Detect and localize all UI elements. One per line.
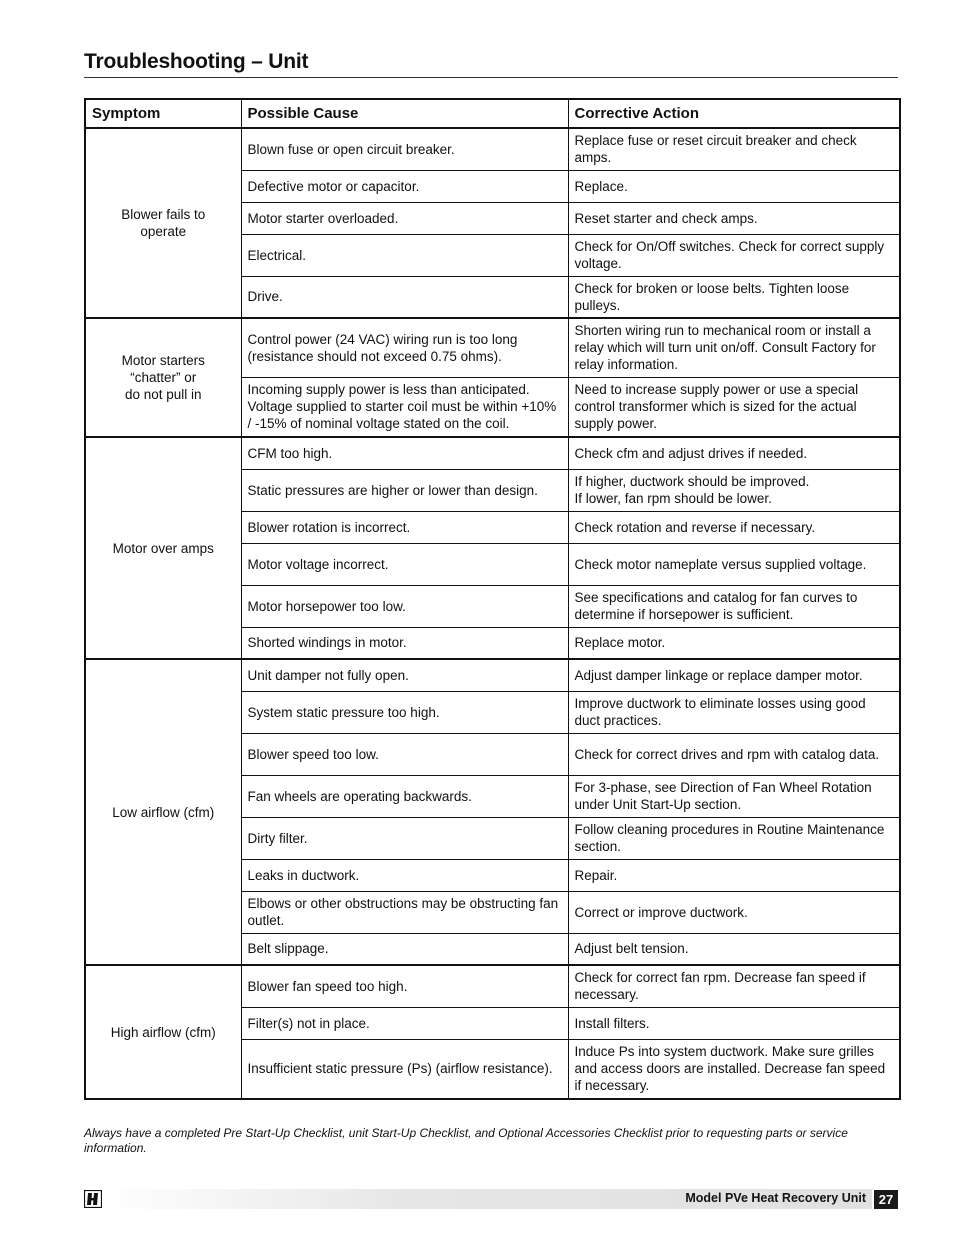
cause-text: Blower speed too low. <box>247 746 379 762</box>
table-row <box>85 965 900 1007</box>
action-cell <box>568 891 900 933</box>
action-text: Shorten wiring run to mechanical room or install a relay which will turn unit on/off. Consult Factory for relay information. <box>574 323 876 373</box>
action-cell <box>568 437 900 469</box>
cause-text: Blown fuse or open circuit breaker. <box>247 141 455 157</box>
action-cell <box>568 859 900 891</box>
symptom-cell <box>85 437 241 659</box>
cause-cell <box>241 775 568 817</box>
title-divider <box>84 77 898 78</box>
action-text: Correct or improve ductwork. <box>574 904 748 920</box>
cause-text: Motor voltage incorrect. <box>247 556 389 572</box>
cause-text: Dirty filter. <box>247 830 308 846</box>
symptom-text: Motor starters “chatter” or do not pull in <box>121 353 205 402</box>
symptom-cell <box>85 965 241 1099</box>
action-cell <box>568 543 900 585</box>
action-text: Repair. <box>574 867 618 883</box>
action-text: Check for correct fan rpm. Decrease fan speed if necessary. <box>574 970 866 1003</box>
action-text: Check rotation and reverse if necessary. <box>574 519 816 535</box>
symptom-text: Blower fails to operate <box>121 207 206 239</box>
cause-cell <box>241 659 568 691</box>
action-cell <box>568 965 900 1007</box>
action-cell <box>568 627 900 659</box>
action-cell <box>568 202 900 234</box>
cause-cell <box>241 691 568 733</box>
cause-text: Elbows or other obstructions may be obstructing fan outlet. <box>247 896 559 928</box>
cause-text: Filter(s) not in place. <box>247 1015 370 1031</box>
cause-text: Belt slippage. <box>247 941 329 957</box>
action-text: Reset starter and check amps. <box>574 210 758 226</box>
cause-cell <box>241 933 568 965</box>
symptom-text: Low airflow (cfm) <box>112 804 215 820</box>
cause-cell <box>241 817 568 859</box>
cause-cell <box>241 318 568 377</box>
troubleshooting-table <box>84 98 901 1100</box>
action-cell <box>568 775 900 817</box>
action-text: For 3-phase, see Direction of Fan Wheel Rotation under Unit Start-Up section. <box>574 780 872 812</box>
symptom-text: High airflow (cfm) <box>110 1024 216 1040</box>
table-row <box>85 659 900 691</box>
cause-cell <box>241 891 568 933</box>
action-cell <box>568 469 900 511</box>
cause-text: Motor starter overloaded. <box>247 210 399 226</box>
cause-cell <box>241 1039 568 1099</box>
cause-text: Electrical. <box>247 247 307 263</box>
action-cell <box>568 170 900 202</box>
action-cell <box>568 377 900 437</box>
action-cell <box>568 817 900 859</box>
cause-cell <box>241 965 568 1007</box>
cause-cell <box>241 627 568 659</box>
header-symptom: Symptom <box>85 99 241 128</box>
action-cell <box>568 585 900 627</box>
cause-cell <box>241 377 568 437</box>
cause-text: Insufficient static pressure (Ps) (airflow resistance). <box>247 1061 553 1077</box>
action-cell <box>568 128 900 170</box>
action-text: Replace. <box>574 178 628 194</box>
greenheck-logo-icon <box>84 1190 102 1208</box>
action-text: Check for correct drives and rpm with catalog data. <box>574 746 880 762</box>
action-text: Check for On/Off switches. Check for correct supply voltage. <box>574 239 885 271</box>
header-possible-cause: Possible Cause <box>241 99 568 128</box>
action-text: Adjust damper linkage or replace damper motor. <box>574 667 863 683</box>
symptom-text: Motor over amps <box>112 540 214 556</box>
action-text: Induce Ps into system ductwork. Make sure grilles and access doors are installed. Decrease fan speed if necessary. <box>574 1044 886 1094</box>
cause-text: Blower fan speed too high. <box>247 978 408 994</box>
footer-model-name: Model PVe Heat Recovery Unit <box>685 1191 866 1205</box>
action-text: See specifications and catalog for fan curves to determine if horsepower is sufficient. <box>574 590 858 622</box>
cause-text: CFM too high. <box>247 445 333 461</box>
action-text: If higher, ductwork should be improved. If lower, fan rpm should be lower. <box>574 474 810 506</box>
cause-cell <box>241 437 568 469</box>
cause-cell <box>241 1007 568 1039</box>
action-text: Need to increase supply power or use a special control transformer which is sized for the actual supply power. <box>574 382 859 432</box>
symptom-cell <box>85 659 241 965</box>
action-text: Check for broken or loose belts. Tighten loose pulleys. <box>574 280 850 313</box>
cause-cell <box>241 202 568 234</box>
action-cell <box>568 511 900 543</box>
action-text: Replace motor. <box>574 635 666 651</box>
cause-cell <box>241 585 568 627</box>
action-cell <box>568 691 900 733</box>
table-row <box>85 128 900 170</box>
cause-cell <box>241 128 568 170</box>
action-text: Install filters. <box>574 1015 650 1031</box>
cause-text: Incoming supply power is less than anticipated. Voltage supplied to starter coil must be within +10% / -15% of nominal voltage stated on the coil. <box>247 382 557 432</box>
table-body <box>85 128 900 1099</box>
action-text: Improve ductwork to eliminate losses using good duct practices. <box>574 696 866 728</box>
symptom-cell <box>85 128 241 318</box>
action-cell <box>568 733 900 775</box>
action-cell <box>568 1007 900 1039</box>
cause-cell <box>241 859 568 891</box>
cause-text: Control power (24 VAC) wiring run is too long (resistance should not exceed 0.75 ohms). <box>247 331 518 364</box>
cause-text: Shorted windings in motor. <box>247 635 407 651</box>
page-title: Troubleshooting – Unit <box>84 50 309 73</box>
header-corrective-action: Corrective Action <box>568 99 900 128</box>
page-number: 27 <box>874 1190 898 1209</box>
action-text: Replace fuse or reset circuit breaker and check amps. <box>574 133 857 166</box>
action-cell <box>568 659 900 691</box>
cause-text: Fan wheels are operating backwards. <box>247 788 472 804</box>
cause-cell <box>241 170 568 202</box>
cause-cell <box>241 543 568 585</box>
cause-cell <box>241 276 568 318</box>
cause-text: Drive. <box>247 289 283 305</box>
action-cell <box>568 933 900 965</box>
cause-text: Motor horsepower too low. <box>247 598 406 614</box>
cause-text: Unit damper not fully open. <box>247 667 409 683</box>
cause-text: Static pressures are higher or lower than design. <box>247 482 538 498</box>
table-header-row <box>85 99 900 128</box>
cause-text: System static pressure too high. <box>247 704 440 720</box>
action-text: Check cfm and adjust drives if needed. <box>574 445 808 461</box>
cause-text: Blower rotation is incorrect. <box>247 519 411 535</box>
symptom-cell <box>85 318 241 437</box>
cause-cell <box>241 511 568 543</box>
table-row <box>85 318 900 377</box>
action-cell <box>568 318 900 377</box>
action-cell <box>568 1039 900 1099</box>
footnote: Always have a completed Pre Start-Up Checklist, unit Start-Up Checklist, and Optional Accessories Checklist prior to requesting parts or service information. <box>84 1126 848 1155</box>
action-cell <box>568 276 900 318</box>
action-text: Check motor nameplate versus supplied voltage. <box>574 556 867 572</box>
action-cell <box>568 234 900 276</box>
table-row <box>85 437 900 469</box>
cause-text: Leaks in ductwork. <box>247 867 360 883</box>
cause-cell <box>241 733 568 775</box>
cause-text: Defective motor or capacitor. <box>247 178 420 194</box>
action-text: Adjust belt tension. <box>574 941 689 957</box>
cause-cell <box>241 469 568 511</box>
cause-cell <box>241 234 568 276</box>
action-text: Follow cleaning procedures in Routine Maintenance section. <box>574 822 885 854</box>
